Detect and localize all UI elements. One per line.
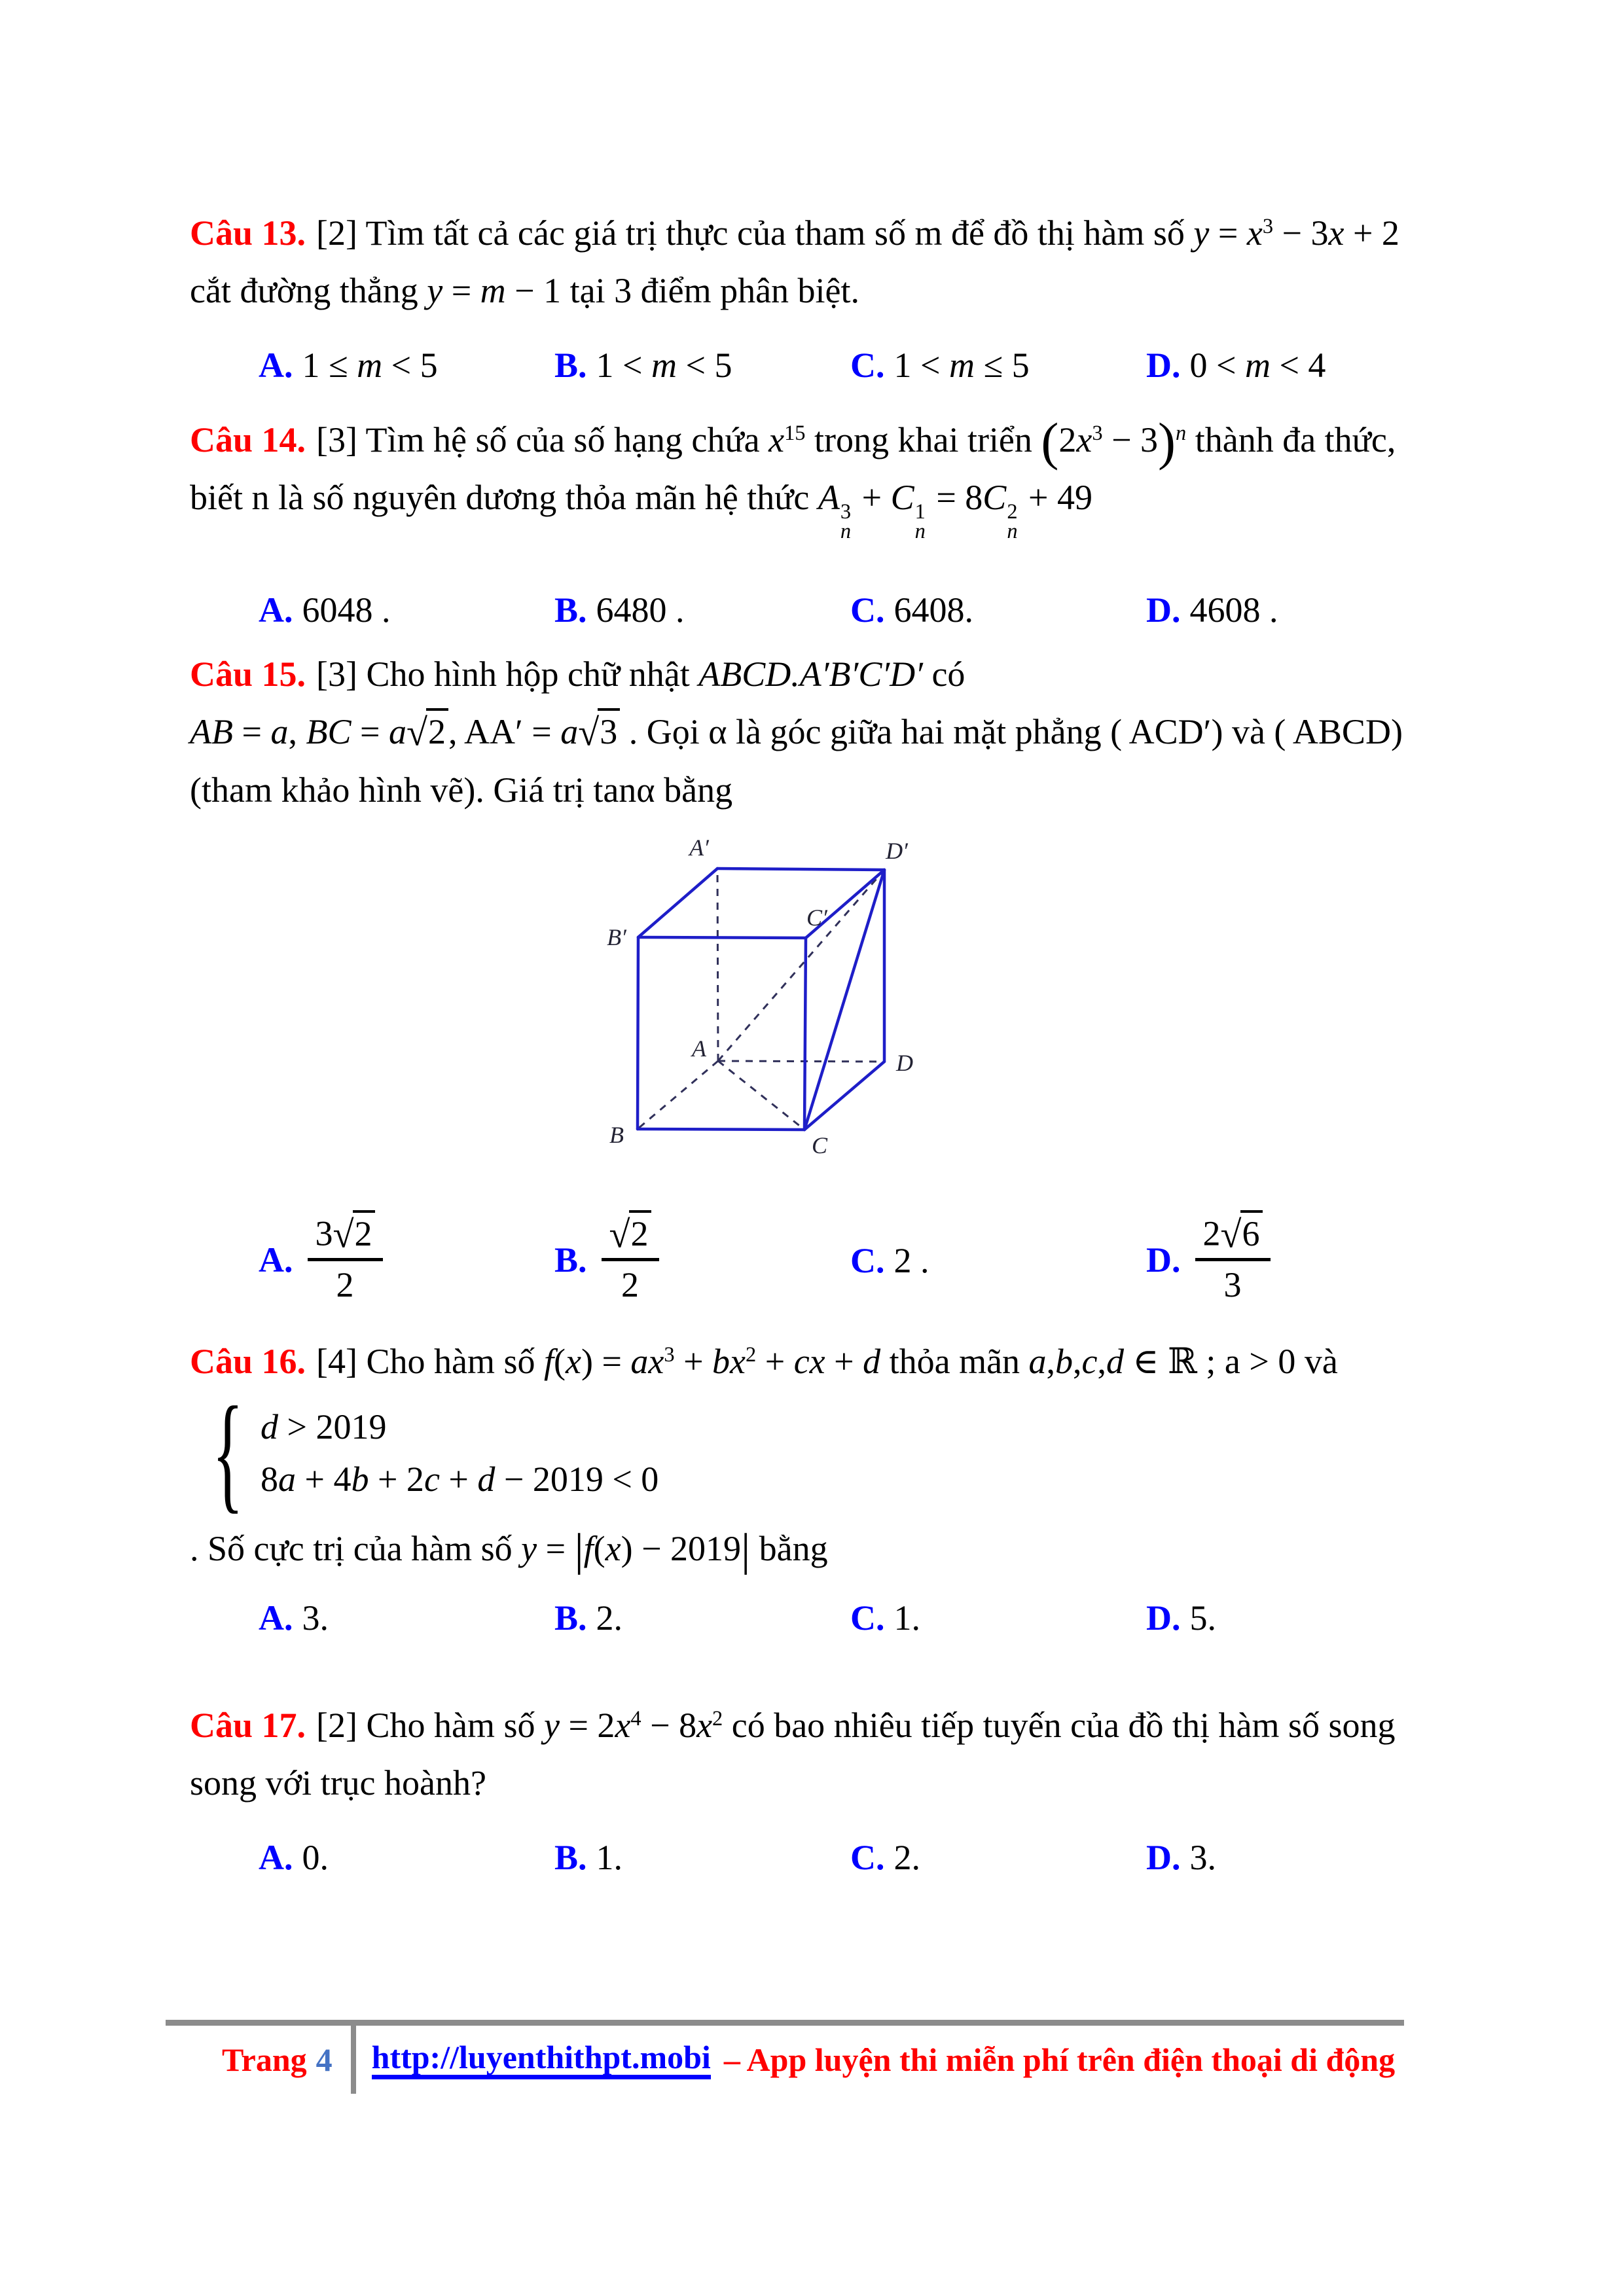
question-17 xyxy=(190,1696,1545,1886)
vertex-label-a-prime: A′ xyxy=(689,834,709,861)
option-a xyxy=(259,1829,554,1886)
question-14-text: [3] Tìm hệ số của số hạng chứa $x^{15}$ trong khai triển $(2x^3 - 3)^n$ thành đa thức, biết n là số nguyên dương thỏa mãn hệ thức A 3 n + C 1 n = 8C 2 n + 49 xyxy=(190,412,1396,544)
option-b-letter: B. xyxy=(554,346,587,385)
question-17-options xyxy=(190,1829,1545,1886)
hidden-edges xyxy=(638,869,884,1130)
question-16-body xyxy=(190,1333,1545,1390)
option-d-letter: D. xyxy=(1146,1240,1181,1280)
question-13-text: [2] Tìm tất cả các giá trị thực của tham số m để đồ thị hàm số $y = x^3 - 3x + 2$ cắt đường thẳng y = m − 1 tại 3 điểm phân biệt. xyxy=(190,213,1399,310)
question-16-text-2: . Số cực trị của hàm số y = |f(x) − 2019| bằng xyxy=(190,1524,828,1576)
question-17-body xyxy=(190,1696,1545,1812)
edge-bprime-aprime xyxy=(638,869,717,937)
vertex-label-d-prime: D′ xyxy=(886,838,908,864)
question-15-options xyxy=(190,1196,1545,1324)
footer-divider xyxy=(351,2026,356,2094)
edge-a-aprime xyxy=(717,869,718,1061)
option-c-letter: C. xyxy=(850,1240,885,1280)
footer-top-rule xyxy=(166,2020,1404,2026)
vertex-label-c: C xyxy=(811,1132,828,1158)
option-b-text: 1. xyxy=(596,1838,623,1877)
system-line-2: 8a + 4b + 2c + d − 2019 < 0 xyxy=(261,1460,659,1499)
vertex-label-b: B xyxy=(609,1122,624,1148)
option-a xyxy=(259,1589,554,1647)
option-c-letter: C. xyxy=(850,1598,885,1638)
option-d-text: 3. xyxy=(1189,1838,1216,1877)
question-14-options xyxy=(190,581,1545,639)
option-d xyxy=(1146,1829,1442,1886)
option-d xyxy=(1146,1214,1442,1306)
option-c-text: 1. xyxy=(893,1598,920,1638)
option-b-letter: B. xyxy=(554,1240,587,1280)
page-footer xyxy=(166,2020,1404,2094)
option-c xyxy=(850,1589,1146,1647)
edge-a-c xyxy=(718,1061,804,1130)
question-15-body xyxy=(190,645,1545,819)
option-b xyxy=(554,581,850,639)
vertex-label-b-prime: B′ xyxy=(607,924,626,950)
system-line-1: d > 2019 xyxy=(261,1407,387,1446)
option-b xyxy=(554,336,850,394)
option-b-text: 1 < m < 5 xyxy=(596,346,732,385)
solid-edges xyxy=(638,869,884,1130)
question-16-label: Câu 16. xyxy=(190,1342,306,1381)
option-c-text: 2 . xyxy=(893,1240,929,1280)
question-15-label: Câu 15. xyxy=(190,655,306,694)
option-d-text: 5. xyxy=(1189,1598,1216,1638)
option-b xyxy=(554,1589,850,1647)
option-a xyxy=(259,1214,554,1306)
question-14-label: Câu 14. xyxy=(190,420,306,459)
edge-aprime-dprime xyxy=(717,869,884,870)
option-c-letter: C. xyxy=(850,1838,885,1877)
option-a-letter: A. xyxy=(259,1240,293,1280)
option-c xyxy=(850,1829,1146,1886)
option-d-text: $\frac{2√6}{3}$ xyxy=(1190,1214,1276,1306)
question-15 xyxy=(190,645,1545,819)
vertex-label-d: D xyxy=(896,1050,913,1076)
diagonal-a-dprime xyxy=(718,870,884,1061)
system-brace: { xyxy=(212,1380,244,1525)
vertex-label-a: A xyxy=(692,1035,706,1062)
footer-row xyxy=(166,2026,1404,2094)
footer-link[interactable]: http://luyenthithpt.mobi xyxy=(372,2040,711,2079)
inequality-system xyxy=(196,1380,1545,1525)
option-a xyxy=(259,336,554,394)
option-b-text: $\frac{√2}{2}$ xyxy=(596,1214,664,1306)
option-d xyxy=(1146,581,1442,639)
option-a-text: $\frac{3√2}{2}$ xyxy=(302,1214,388,1306)
option-a-letter: A. xyxy=(259,1598,293,1638)
option-d-letter: D. xyxy=(1146,590,1181,630)
question-13-body xyxy=(190,204,1545,319)
option-c-letter: C. xyxy=(850,590,885,630)
question-14-body xyxy=(190,411,1545,542)
question-16 xyxy=(190,1333,1545,1647)
edge-cprime-c xyxy=(804,938,806,1130)
option-d xyxy=(1146,336,1442,394)
question-13-options xyxy=(190,336,1545,394)
option-d-text: 0 < m < 4 xyxy=(1189,346,1326,385)
option-c-text: 1 < m ≤ 5 xyxy=(893,346,1030,385)
option-b xyxy=(554,1829,850,1886)
box-figure xyxy=(601,826,954,1193)
question-17-label: Câu 17. xyxy=(190,1706,306,1745)
option-d-letter: D. xyxy=(1146,1598,1181,1638)
option-b-letter: B. xyxy=(554,590,587,630)
edge-a-b xyxy=(638,1061,718,1129)
option-a-letter: A. xyxy=(259,346,293,385)
option-c xyxy=(850,1240,1146,1281)
option-a-text: 0. xyxy=(302,1838,329,1877)
option-a-letter: A. xyxy=(259,590,293,630)
footer-tagline: – App luyện thi miễn phí trên điện thoại di động xyxy=(723,2041,1396,2078)
vertex-label-c-prime: C′ xyxy=(806,905,827,931)
question-17-text: [2] Cho hàm số $y = 2x^4 - 8x^2$ có bao nhiêu tiếp tuyến của đồ thị hàm số song song với trục hoành? xyxy=(190,1706,1396,1803)
question-16-options xyxy=(190,1589,1545,1647)
option-b xyxy=(554,1214,850,1306)
footer-page-number: 4 xyxy=(316,2041,333,2078)
edge-a-d xyxy=(718,1061,884,1062)
option-b-letter: B. xyxy=(554,1838,587,1877)
option-c xyxy=(850,336,1146,394)
option-a xyxy=(259,581,554,639)
question-13-label: Câu 13. xyxy=(190,213,306,253)
question-13 xyxy=(190,204,1545,394)
question-14 xyxy=(190,411,1545,639)
edge-bprime-cprime xyxy=(638,937,806,938)
option-c-text: 2. xyxy=(893,1838,920,1877)
option-a-letter: A. xyxy=(259,1838,293,1877)
option-a-text: 6048 . xyxy=(302,590,391,630)
option-b-text: 6480 . xyxy=(596,590,685,630)
system-lines xyxy=(261,1401,659,1505)
option-c-letter: C. xyxy=(850,346,885,385)
option-b-text: 2. xyxy=(596,1598,623,1638)
option-b-letter: B. xyxy=(554,1598,587,1638)
question-15-text: [3] Cho hình hộp chữ nhật ABCD.A′B′C′D′ có AB = a, BC = a√2, AA′ = a√3 . Gọi α là góc giữa hai mặt phẳng ( ACD′) và ( ABCD) (tham khảo hình vẽ). Giá trị tanα bằng xyxy=(190,655,1403,810)
option-c xyxy=(850,581,1146,639)
option-a-text: 3. xyxy=(302,1598,329,1638)
footer-page-label: Trang xyxy=(222,2041,307,2078)
question-16-text: [4] Cho hàm số $f(x) = ax^3 + bx^2$ + cx + d thỏa mãn a,b,c,d ∈ ℝ ; a > 0 và xyxy=(316,1340,1338,1382)
option-d-text: 4608 . xyxy=(1189,590,1278,630)
edge-b-c xyxy=(638,1129,804,1130)
option-d-letter: D. xyxy=(1146,346,1181,385)
option-d-letter: D. xyxy=(1146,1838,1181,1877)
option-a-text: 1 ≤ m < 5 xyxy=(302,346,438,385)
option-d xyxy=(1146,1589,1442,1647)
option-c-text: 6408. xyxy=(893,590,973,630)
